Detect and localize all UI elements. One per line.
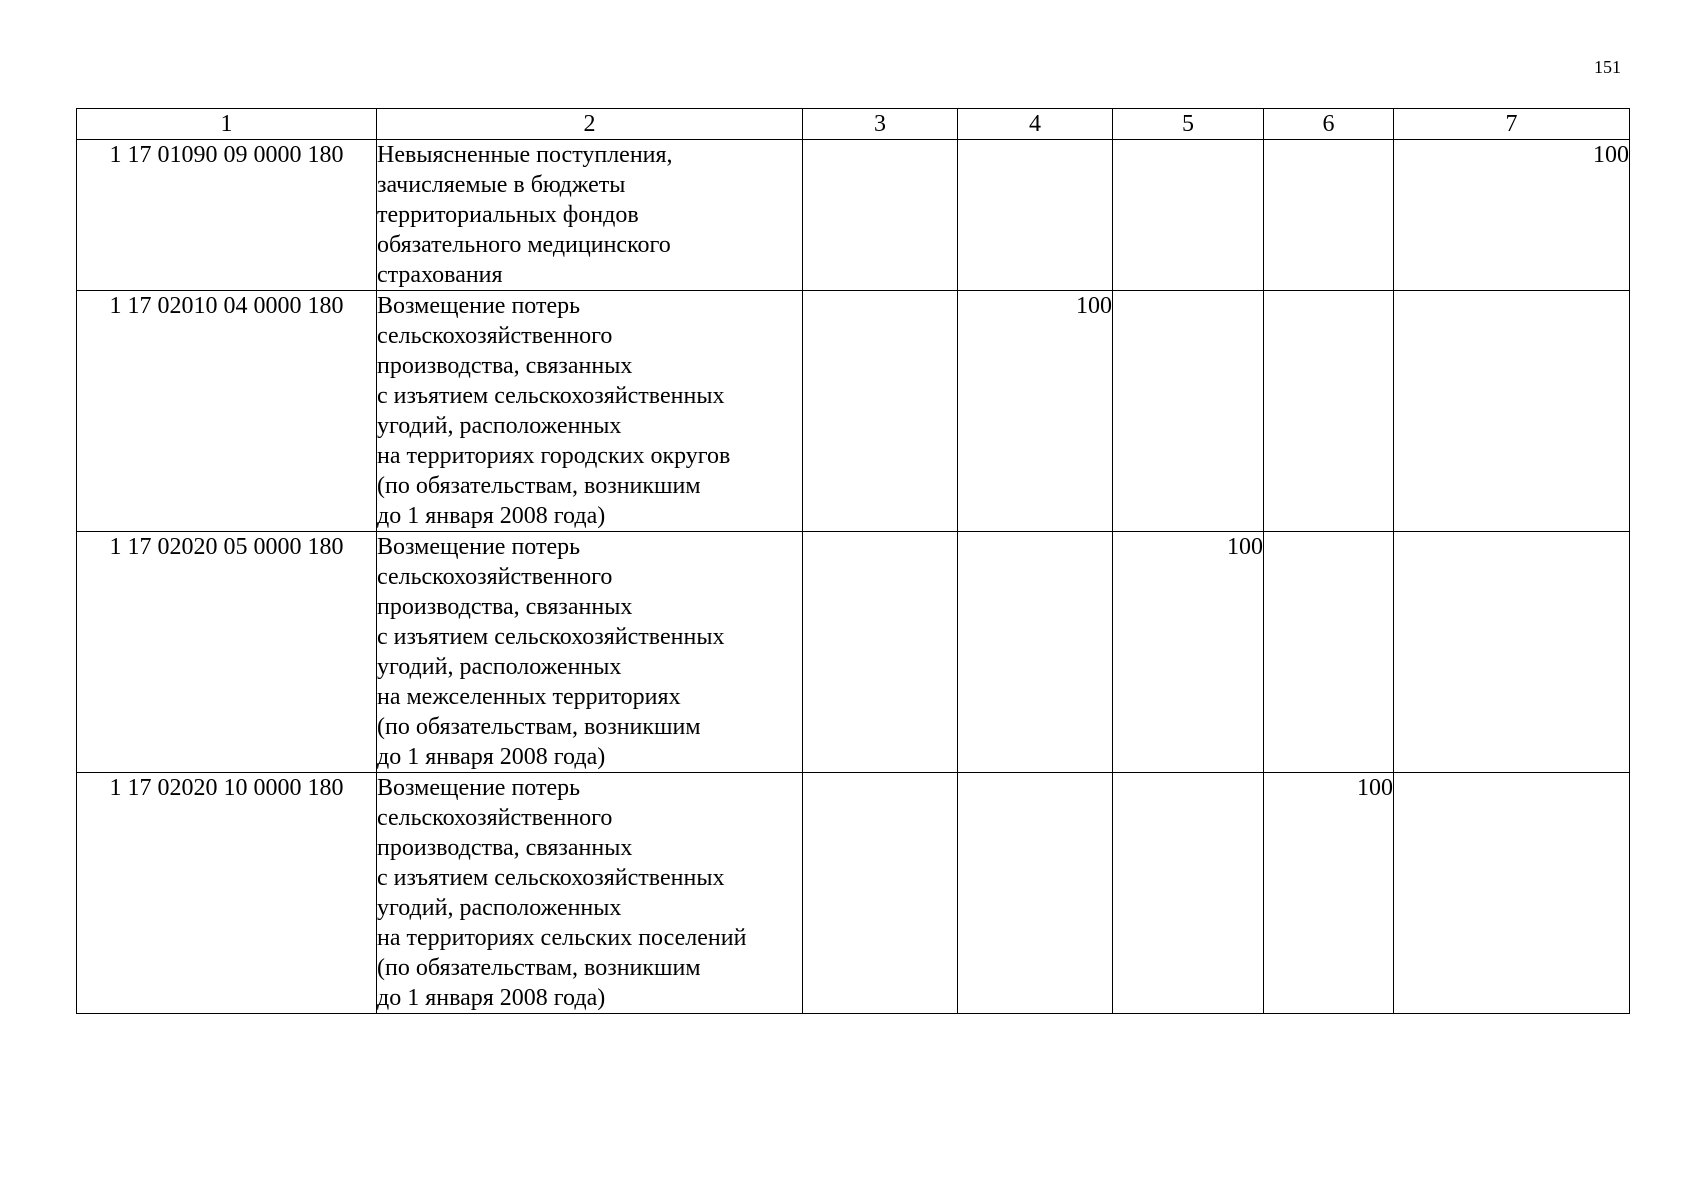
table-row [77, 532, 1630, 773]
value-cell-col7 [1394, 773, 1630, 1014]
income-code-cell: 1 17 01090 09 0000 180 [77, 140, 377, 291]
budget-table [76, 108, 1630, 1014]
name-line: с изъятием сельскохозяйственных [377, 865, 725, 891]
value-cell-col6 [1264, 532, 1394, 773]
value-cell-col3 [803, 532, 958, 773]
name-line: сельскохозяйственного [377, 805, 613, 831]
name-line: территориальных фондов [377, 202, 639, 228]
column-header: 3 [803, 109, 958, 140]
name-line: Возмещение потерь [377, 775, 581, 801]
income-name-cell [377, 291, 803, 532]
column-header: 2 [377, 109, 803, 140]
name-line: с изъятием сельскохозяйственных [377, 383, 725, 409]
value-cell-col5 [1113, 291, 1264, 532]
name-line: до 1 января 2008 года) [377, 744, 606, 770]
value-cell-col5 [1113, 140, 1264, 291]
value-cell-col3 [803, 291, 958, 532]
name-line: угодий, расположенных [377, 895, 622, 921]
name-line: (по обязательствам, возникшим [377, 955, 701, 981]
table-row [77, 773, 1630, 1014]
column-header: 1 [77, 109, 377, 140]
name-line: до 1 января 2008 года) [377, 985, 606, 1011]
name-line: сельскохозяйственного [377, 323, 613, 349]
value-cell-col6 [1264, 291, 1394, 532]
name-line: производства, связанных [377, 835, 633, 861]
column-header: 4 [958, 109, 1113, 140]
name-line: производства, связанных [377, 353, 633, 379]
column-header: 5 [1113, 109, 1264, 140]
value-cell-col4 [958, 140, 1113, 291]
income-name-cell [377, 140, 803, 291]
table-row [77, 291, 1630, 532]
name-line: Возмещение потерь [377, 534, 581, 560]
income-name-cell [377, 532, 803, 773]
name-line: (по обязательствам, возникшим [377, 714, 701, 740]
name-line: на межселенных территориях [377, 684, 681, 710]
name-line: зачисляемые в бюджеты [377, 172, 626, 198]
name-line: угодий, расположенных [377, 654, 622, 680]
value-cell-col6: 100 [1264, 773, 1394, 1014]
name-line: производства, связанных [377, 594, 633, 620]
page-number: 151 [1594, 57, 1621, 77]
income-code-cell: 1 17 02010 04 0000 180 [77, 291, 377, 532]
value-cell-col7 [1394, 291, 1630, 532]
value-cell-col4: 100 [958, 291, 1113, 532]
column-header: 6 [1264, 109, 1394, 140]
value-cell-col5: 100 [1113, 532, 1264, 773]
income-name-cell [377, 773, 803, 1014]
value-cell-col7 [1394, 532, 1630, 773]
name-line: на территориях сельских поселений [377, 925, 747, 951]
name-line: Возмещение потерь [377, 293, 581, 319]
name-line: на территориях городских округов [377, 443, 731, 469]
column-header: 7 [1394, 109, 1630, 140]
value-cell-col4 [958, 773, 1113, 1014]
income-code-cell: 1 17 02020 10 0000 180 [77, 773, 377, 1014]
name-line: (по обязательствам, возникшим [377, 473, 701, 499]
value-cell-col3 [803, 773, 958, 1014]
value-cell-col5 [1113, 773, 1264, 1014]
name-line: с изъятием сельскохозяйственных [377, 624, 725, 650]
name-line: до 1 января 2008 года) [377, 503, 606, 529]
value-cell-col7: 100 [1394, 140, 1630, 291]
value-cell-col4 [958, 532, 1113, 773]
name-line: угодий, расположенных [377, 413, 622, 439]
value-cell-col3 [803, 140, 958, 291]
name-line: страхования [377, 262, 503, 288]
name-line: сельскохозяйственного [377, 564, 613, 590]
name-line: Невыясненные поступления, [377, 142, 673, 168]
name-line: обязательного медицинского [377, 232, 671, 258]
table-header-row [77, 109, 1630, 140]
value-cell-col6 [1264, 140, 1394, 291]
table-row [77, 140, 1630, 291]
income-code-cell: 1 17 02020 05 0000 180 [77, 532, 377, 773]
